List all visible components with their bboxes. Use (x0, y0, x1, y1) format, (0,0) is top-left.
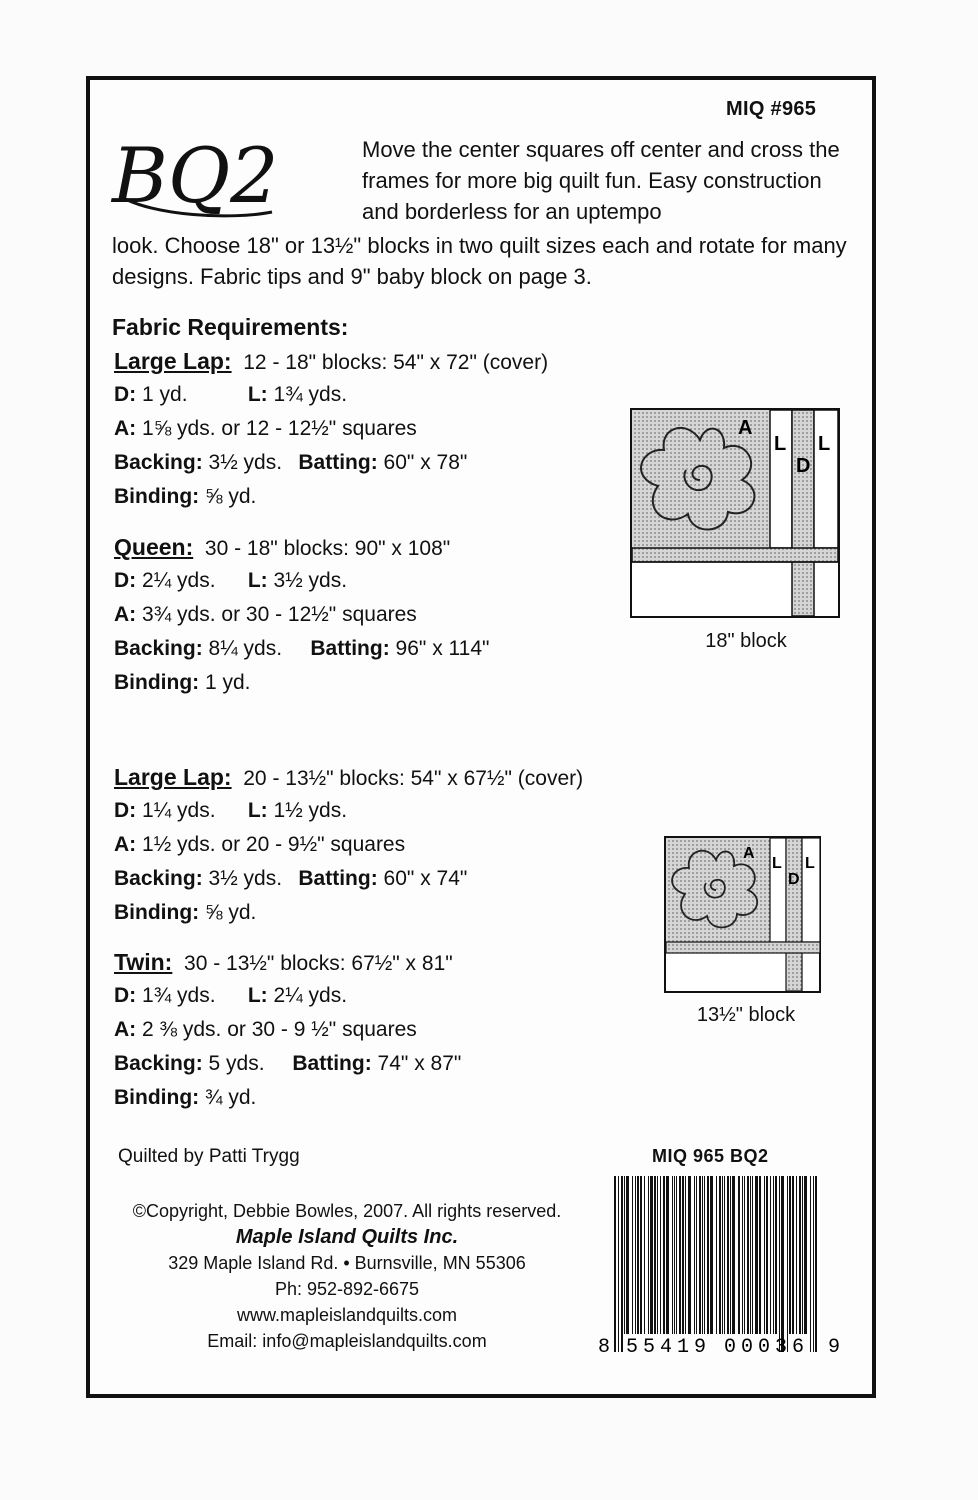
barcode-bars (614, 1176, 817, 1352)
upc-barcode (598, 1176, 841, 1359)
upc-group-1: 55419 (626, 1336, 706, 1359)
section-large-lap-13: Large Lap: 20 - 13½" blocks: 54" x 67½" (cover) D: 1¼ yds. L: 1½ yds. A: 1½ yds. or 20 - 9½" squares Backing: 3½ yds. Batting: 60" x 74" Binding: ⅝ yd. (114, 764, 584, 924)
block-13-caption: 13½" block (696, 1004, 796, 1026)
logo-text: BQ2 (112, 131, 279, 220)
block-diagram-18 (630, 408, 842, 620)
company-name: Maple Island Quilts Inc. (235, 1226, 459, 1248)
section-name: Large Lap: (114, 764, 232, 790)
label-a: A (743, 845, 755, 862)
upc-digit-right: 9 (828, 1336, 841, 1359)
quilted-by: Quilted by Patti Trygg (118, 1146, 300, 1167)
email-link[interactable]: Email: info@mapleislandquilts.com (207, 1331, 487, 1351)
website-link[interactable]: www.mapleislandquilts.com (236, 1305, 458, 1325)
label-d: D (788, 871, 800, 888)
label-d: D (796, 455, 811, 477)
section-twin: Twin: 30 - 13½" blocks: 67½" x 81" D: 1¾ yds. L: 2¼ yds. A: 2 ⅜ yds. or 30 - 9 ½" squares Backing: 5 yds. Batting: 74" x 87" Binding: ¾ yd. (114, 949, 462, 1109)
label-l-left: L (774, 433, 787, 455)
section-spec: 20 - 13½" blocks: 54" x 67½" (cover) (243, 767, 584, 790)
fabric-requirements-title: Fabric Requirements: (112, 314, 349, 340)
label-l-right: L (818, 433, 831, 455)
section-name: Twin: (114, 949, 173, 975)
address: 329 Maple Island Rd. • Burnsville, MN 55306 (168, 1253, 526, 1273)
bq2-logo (112, 124, 362, 224)
section-spec: 30 - 18" blocks: 90" x 108" (204, 537, 451, 560)
block-18-caption: 18" block (705, 630, 787, 652)
intro-paragraph-top: Move the center squares off center and cross the frames for more big quilt fun. Easy construction and borderless for an uptempo (362, 137, 840, 224)
block-diagram-13 (664, 836, 822, 994)
section-spec: 12 - 18" blocks: 54" x 72" (cover) (243, 351, 549, 374)
label-l-right: L (805, 855, 815, 872)
section-queen: Queen: 30 - 18" blocks: 90" x 108" D: 2¼ yds. L: 3½ yds. A: 3¾ yds. or 30 - 12½" squares Backing: 8¼ yds. Batting: 96" x 114" Binding: 1 yd. (114, 534, 490, 694)
label-l-left: L (772, 855, 782, 872)
upc-digit-left: 8 (598, 1336, 611, 1359)
section-name: Queen: (114, 534, 194, 560)
label-a: A (738, 417, 753, 439)
upc-group-2: 00036 (724, 1336, 804, 1359)
contact-block (112, 1198, 582, 1354)
phone: Ph: 952-892-6675 (274, 1279, 420, 1299)
sku-code: MIQ 965 BQ2 (652, 1146, 769, 1166)
pattern-number: MIQ #965 (726, 98, 817, 120)
copyright: ©Copyright, Debbie Bowles, 2007. All rights reserved. (132, 1201, 562, 1221)
section-large-lap-18: Large Lap: 12 - 18" blocks: 54" x 72" (cover) D: 1 yd. L: 1¾ yds. A: 1⅝ yds. or 12 - 12½" squares Backing: 3½ yds. Batting: 60" x 78" Binding: ⅝ yd. (114, 348, 549, 508)
section-name: Large Lap: (114, 348, 232, 374)
intro-paragraph-bottom: look. Choose 18" or 13½" blocks in two quilt sizes each and rotate for many designs. Fabric tips and 9" baby block on page 3. (112, 233, 847, 289)
section-spec: 30 - 13½" blocks: 67½" x 81" (184, 952, 453, 975)
